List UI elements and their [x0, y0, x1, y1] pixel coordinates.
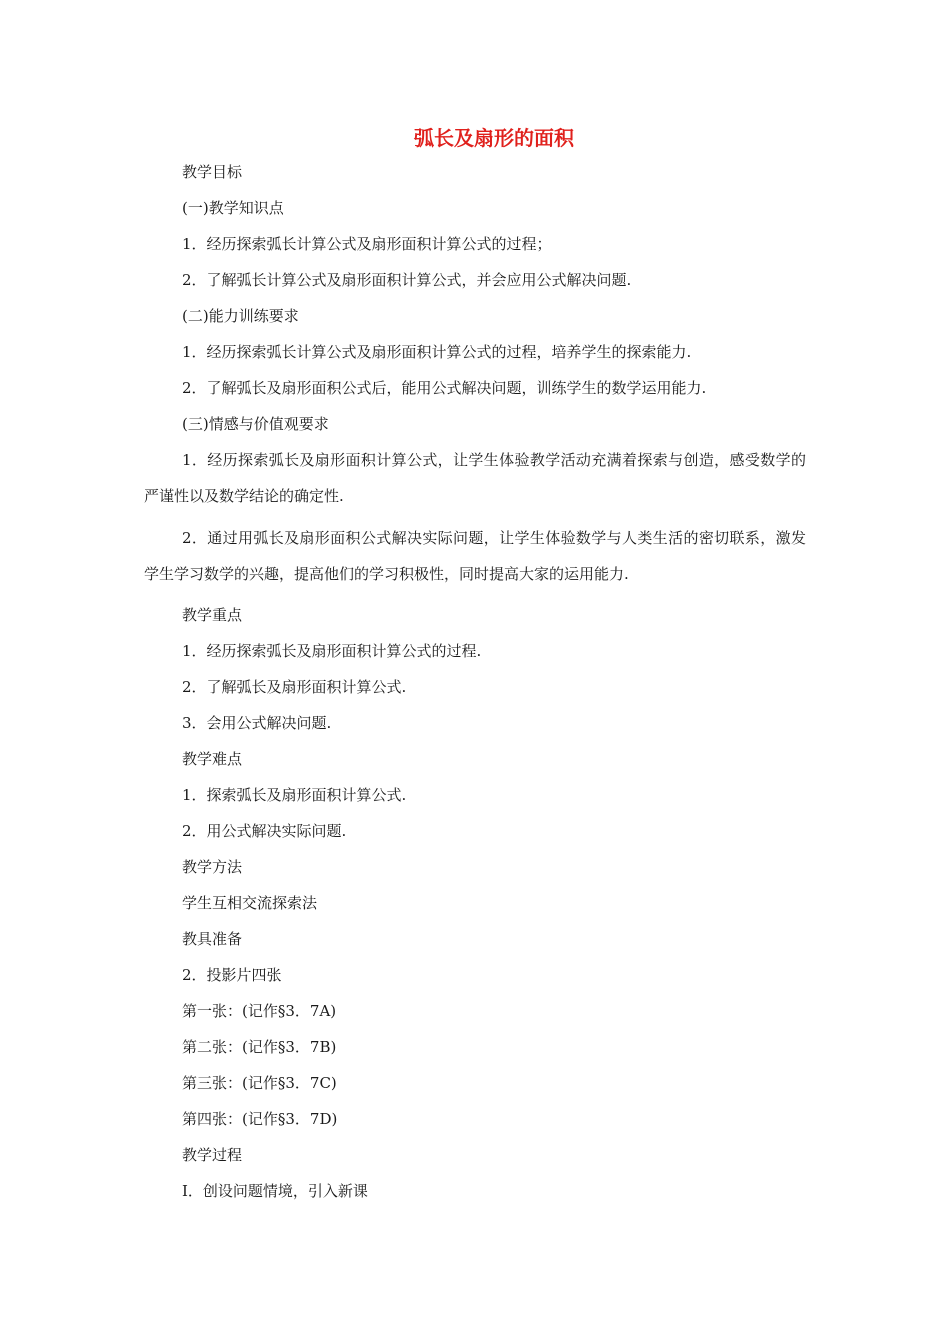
heading-teaching-process: 教学过程 — [182, 1146, 243, 1164]
text-line: 学生互相交流探索法 — [182, 894, 318, 912]
heading-teaching-method: 教学方法 — [182, 858, 243, 876]
text-line: 2．了解弧长及扇形面积计算公式. — [182, 678, 407, 696]
text-line: Ⅰ．创设问题情境，引入新课 — [182, 1182, 368, 1200]
heading-teaching-aids: 教具准备 — [182, 930, 243, 948]
paragraph-values-1: 1．经历探索弧长及扇形面积计算公式，让学生体验教学活动充满着探索与创造，感受数学的严谨性以及数学结论的确定性. — [144, 451, 806, 505]
text-line: 1．经历探索弧长计算公式及扇形面积计算公式的过程，培养学生的探索能力. — [182, 343, 692, 361]
text-line: 2．了解弧长计算公式及扇形面积计算公式，并会应用公式解决问题. — [182, 271, 632, 289]
text-line: 第二张：(记作§3．7B) — [182, 1038, 337, 1056]
heading-difficulties: 教学难点 — [182, 750, 243, 768]
heading-teaching-objectives: 教学目标 — [182, 163, 243, 181]
subheading-ability-requirements: (二)能力训练要求 — [182, 307, 299, 325]
paragraph-values-2: 2．通过用弧长及扇形面积公式解决实际问题，让学生体验数学与人类生活的密切联系，激发学生学习数学的兴趣，提高他们的学习积极性，同时提高大家的运用能力. — [144, 529, 806, 583]
text-line: 1．探索弧长及扇形面积计算公式. — [182, 786, 407, 804]
text-line: 2．用公式解决实际问题. — [182, 822, 347, 840]
text-line: 1．经历探索弧长计算公式及扇形面积计算公式的过程； — [182, 235, 552, 253]
text-line: 2．了解弧长及扇形面积公式后，能用公式解决问题，训练学生的数学运用能力. — [182, 379, 707, 397]
heading-key-points: 教学重点 — [182, 606, 243, 624]
text-line: 第四张：(记作§3．7D) — [182, 1110, 338, 1128]
text-line: 1．经历探索弧长及扇形面积计算公式的过程. — [182, 642, 482, 660]
text-line: 第三张：(记作§3．7C) — [182, 1074, 337, 1092]
subheading-knowledge-points: (一)教学知识点 — [182, 199, 284, 217]
text-line: 3．会用公式解决问题. — [182, 714, 332, 732]
text-line: 第一张：(记作§3．7A) — [182, 1002, 337, 1020]
document-title: 弧长及扇形的面积 — [414, 126, 574, 150]
text-line: 2．投影片四张 — [182, 966, 282, 984]
subheading-values-requirements: (三)情感与价值观要求 — [182, 415, 329, 433]
